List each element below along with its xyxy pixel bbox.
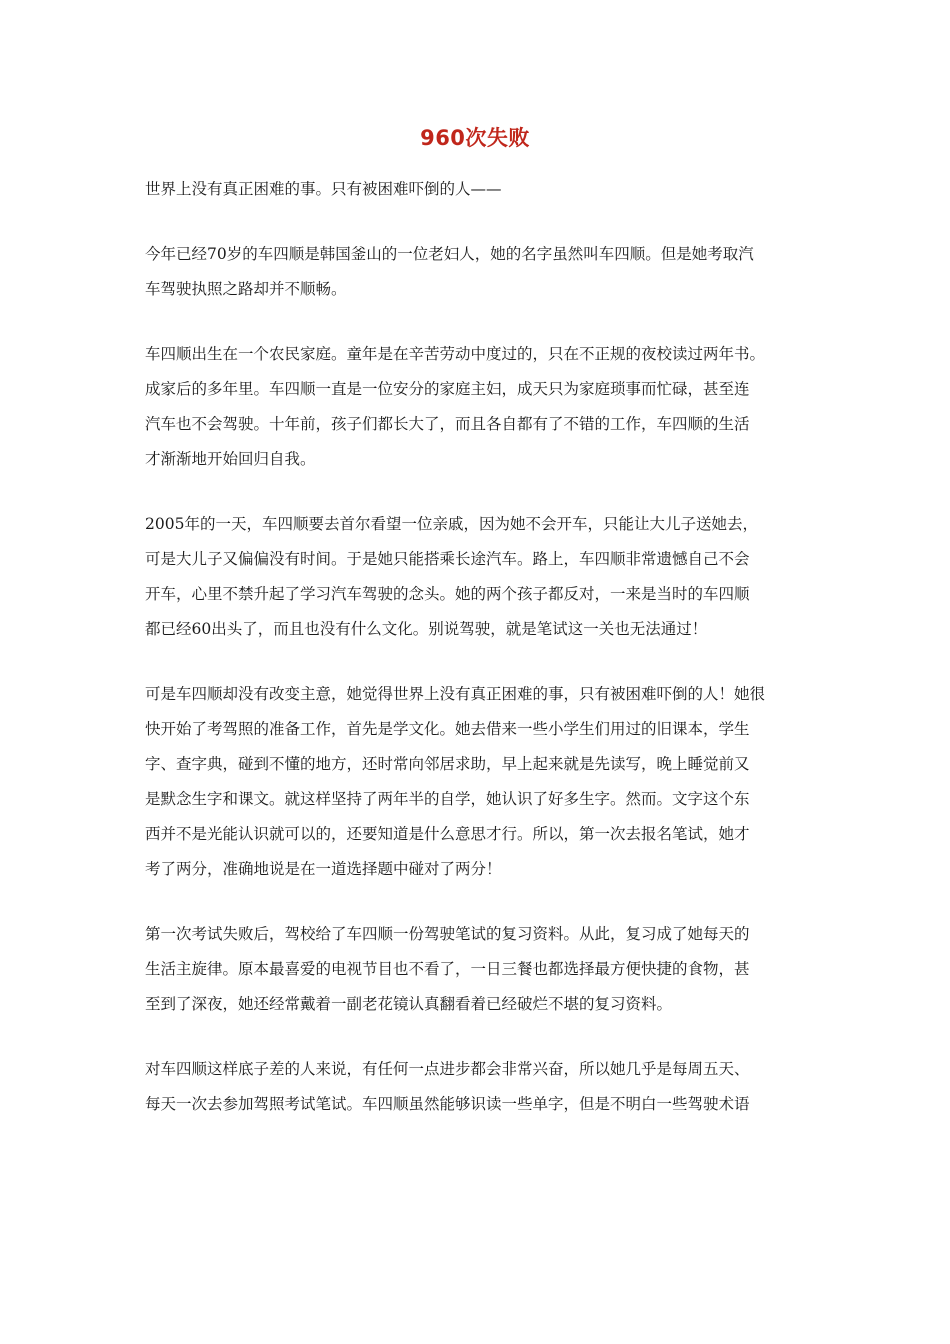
text-line: 开车，心里不禁升起了学习汽车驾驶的念头。她的两个孩子都反对，一来是当时的车四顺 bbox=[145, 585, 750, 603]
text-line: 车四顺出生在一个农民家庭。童年是在辛苦劳动中度过的，只在不正规的夜校读过两年书。 bbox=[145, 345, 766, 363]
text-line: 成家后的多年里。车四顺一直是一位安分的家庭主妇，成天只为家庭琐事而忙碌，甚至连 bbox=[145, 380, 750, 398]
text-line: 生活主旋律。原本最喜爱的电视节目也不看了，一日三餐也都选择最方便快捷的食物，甚 bbox=[145, 960, 750, 978]
text-line: 2005年的一天，车四顺要去首尔看望一位亲戚，因为她不会开车，只能让大儿子送她去， bbox=[145, 515, 758, 533]
text-line: 才渐渐地开始回归自我。 bbox=[145, 450, 316, 468]
text-line: 世界上没有真正困难的事。只有被困难吓倒的人—— bbox=[145, 180, 502, 198]
text-line: 今年已经70岁的车四顺是韩国釜山的一位老妇人，她的名字虽然叫车四顺。但是她考取汽 bbox=[145, 245, 754, 263]
text-line: 对车四顺这样底子差的人来说，有任何一点进步都会非常兴奋，所以她几乎是每周五天、 bbox=[145, 1060, 750, 1078]
paragraph bbox=[145, 237, 815, 307]
text-line: 西并不是光能认识就可以的，还要知道是什么意思才行。所以，第一次去报名笔试，她才 bbox=[145, 825, 750, 843]
paragraph bbox=[145, 677, 815, 887]
text-line: 至到了深夜，她还经常戴着一副老花镜认真翻看着已经破烂不堪的复习资料。 bbox=[145, 995, 673, 1013]
text-line: 字、查字典，碰到不懂的地方，还时常向邻居求助，早上起来就是先读写，晚上睡觉前又 bbox=[145, 755, 750, 773]
paragraph bbox=[145, 172, 815, 207]
paragraph bbox=[145, 507, 815, 647]
text-line: 是默念生字和课文。就这样坚持了两年半的自学，她认识了好多生字。然而。文字这个东 bbox=[145, 790, 750, 808]
text-line: 快开始了考驾照的准备工作，首先是学文化。她去借来一些小学生们用过的旧课本，学生 bbox=[145, 720, 750, 738]
article-body bbox=[145, 172, 815, 1152]
text-line: 第一次考试失败后，驾校给了车四顺一份驾驶笔试的复习资料。从此，复习成了她每天的 bbox=[145, 925, 750, 943]
text-line: 可是大儿子又偏偏没有时间。于是她只能搭乘长途汽车。路上，车四顺非常遗憾自己不会 bbox=[145, 550, 750, 568]
text-line: 车驾驶执照之路却并不顺畅。 bbox=[145, 280, 347, 298]
paragraph bbox=[145, 337, 815, 477]
article-title: 960次失败 bbox=[420, 126, 530, 150]
text-line: 汽车也不会驾驶。十年前，孩子们都长大了，而且各自都有了不错的工作，车四顺的生活 bbox=[145, 415, 750, 433]
text-line: 可是车四顺却没有改变主意，她觉得世界上没有真正困难的事，只有被困难吓倒的人！她很 bbox=[145, 685, 766, 703]
text-line: 考了两分，准确地说是在一道选择题中碰对了两分！ bbox=[145, 860, 502, 878]
text-line: 都已经60出头了，而且也没有什么文化。别说驾驶，就是笔试这一关也无法通过！ bbox=[145, 620, 708, 638]
text-line: 每天一次去参加驾照考试笔试。车四顺虽然能够识读一些单字，但是不明白一些驾驶术语 bbox=[145, 1095, 750, 1113]
paragraph bbox=[145, 1052, 815, 1122]
paragraph bbox=[145, 917, 815, 1022]
